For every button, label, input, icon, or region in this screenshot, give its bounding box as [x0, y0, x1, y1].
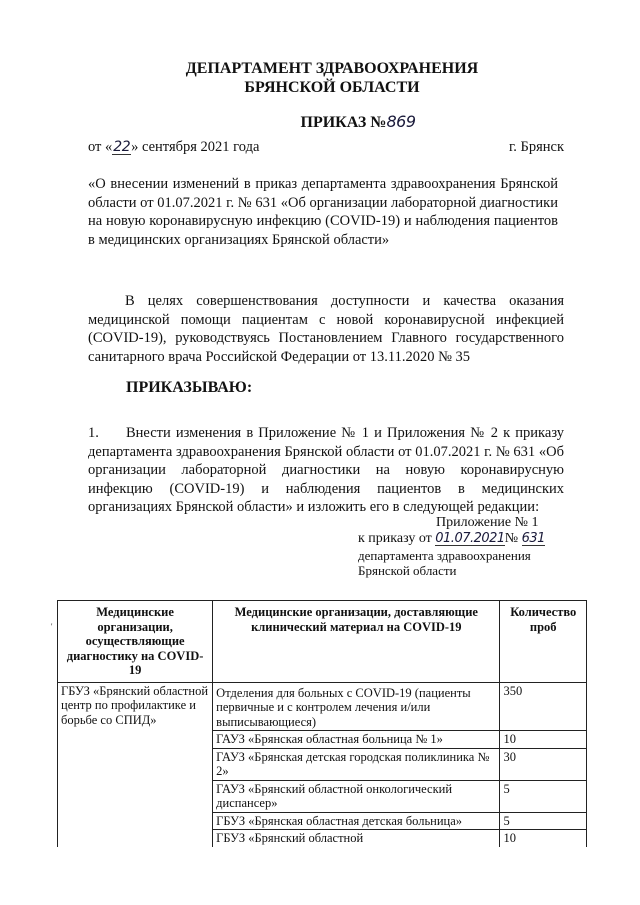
appendix-ref-number-handwritten: 631 — [521, 531, 545, 546]
order-number-handwritten: 869 — [386, 112, 416, 131]
preamble-paragraph: В целях совершенствования доступности и качества оказания медицинской помощи пациентам с новой коронавирусной инфекцией (COVID-19), руководствуясь Постановлением Главного государственного санитарного врача Российской Федерации от 13.11.2020 № 35 — [88, 293, 564, 365]
appendix-ref-date-handwritten: 01.07.2021 — [435, 531, 505, 546]
sample-count-cell: 5 — [500, 780, 587, 812]
date-line — [88, 139, 564, 156]
sample-count-cell: 5 — [500, 812, 587, 830]
order-title-label: ПРИКАЗ № — [300, 114, 387, 131]
order-word: ПРИКАЗЫВАЮ: — [126, 379, 253, 396]
delivering-org-cell: ГБУЗ «Брянский областной — [213, 830, 500, 847]
appendix-ref-no: № — [504, 531, 519, 546]
table-row — [58, 682, 587, 731]
sample-count-cell: 30 — [500, 748, 587, 780]
delivering-org-cell: Отделения для больных с COVID-19 (пациенты первичные и с контролем лечения и/или выписывающиеся) — [213, 682, 500, 731]
header-sample-count: Количество проб — [500, 601, 587, 683]
item-1-number: 1. — [88, 425, 99, 441]
city: г. Брянск — [508, 139, 564, 155]
item-1 — [88, 424, 564, 517]
sample-count-cell: 10 — [500, 830, 587, 847]
item-1-text: Внести изменения в Приложение № 1 и Приложения № 2 к приказу департамента здравоохранения Брянской области от 01.07.2021 г. № 631 «Об организации лабораторной диагностики на новую коронавирусную инфекцию (COVID-19) и наблюдения пациентов в медицинских организациях Брянской области» и изложить его в следующей редакции: — [88, 425, 564, 515]
delivering-org-cell: ГАУЗ «Брянский областной онкологический диспансер» — [213, 780, 500, 812]
order-subject: «О внесении изменений в приказ департамента здравоохранения Брянской области от 01.07.2021 г. № 631 «Об организации лабораторной диагностики на новую коронавирусную инфекцию (COVID-19) и наблюдения пациентов в медицинских организациях Брянской области» — [88, 176, 558, 248]
department-title-line2: БРЯНСКОЙ ОБЛАСТИ — [244, 79, 420, 96]
margin-mark: ' — [51, 622, 53, 631]
appendix-ref-prefix: к приказу от — [358, 531, 432, 546]
table-header-row — [58, 601, 587, 683]
delivering-org-cell: ГБУЗ «Брянская областная детская больница» — [213, 812, 500, 830]
appendix-title: Приложение № 1 — [436, 515, 539, 530]
diagnostic-org-cell: ГБУЗ «Брянский областной центр по профилактике и борьбе со СПИД» — [58, 682, 213, 847]
diagnostics-table — [57, 600, 587, 847]
delivering-org-cell: ГАУЗ «Брянская областная больница № 1» — [213, 731, 500, 749]
date-suffix: » сентября 2021 года — [131, 139, 260, 155]
sample-count-cell: 350 — [500, 682, 587, 731]
date-prefix: от « — [88, 139, 113, 155]
appendix-line4: Брянской области — [358, 563, 457, 578]
appendix-line3: департамента здравоохранения — [358, 548, 531, 563]
header-diagnostic-org: Медицинские организации, осуществляющие диагностику на COVID-19 — [58, 601, 213, 683]
header-delivering-org: Медицинские организации, доставляющие клинический материал на COVID-19 — [213, 601, 500, 683]
order-title — [38, 112, 640, 132]
department-title-line1: ДЕПАРТАМЕНТ ЗДРАВООХРАНЕНИЯ — [185, 60, 479, 77]
sample-count-cell: 10 — [500, 731, 587, 749]
delivering-org-cell: ГАУЗ «Брянская детская городская поликлиника № 2» — [213, 748, 500, 780]
appendix-reference — [358, 531, 545, 546]
date-day-handwritten: 22 — [113, 139, 131, 155]
